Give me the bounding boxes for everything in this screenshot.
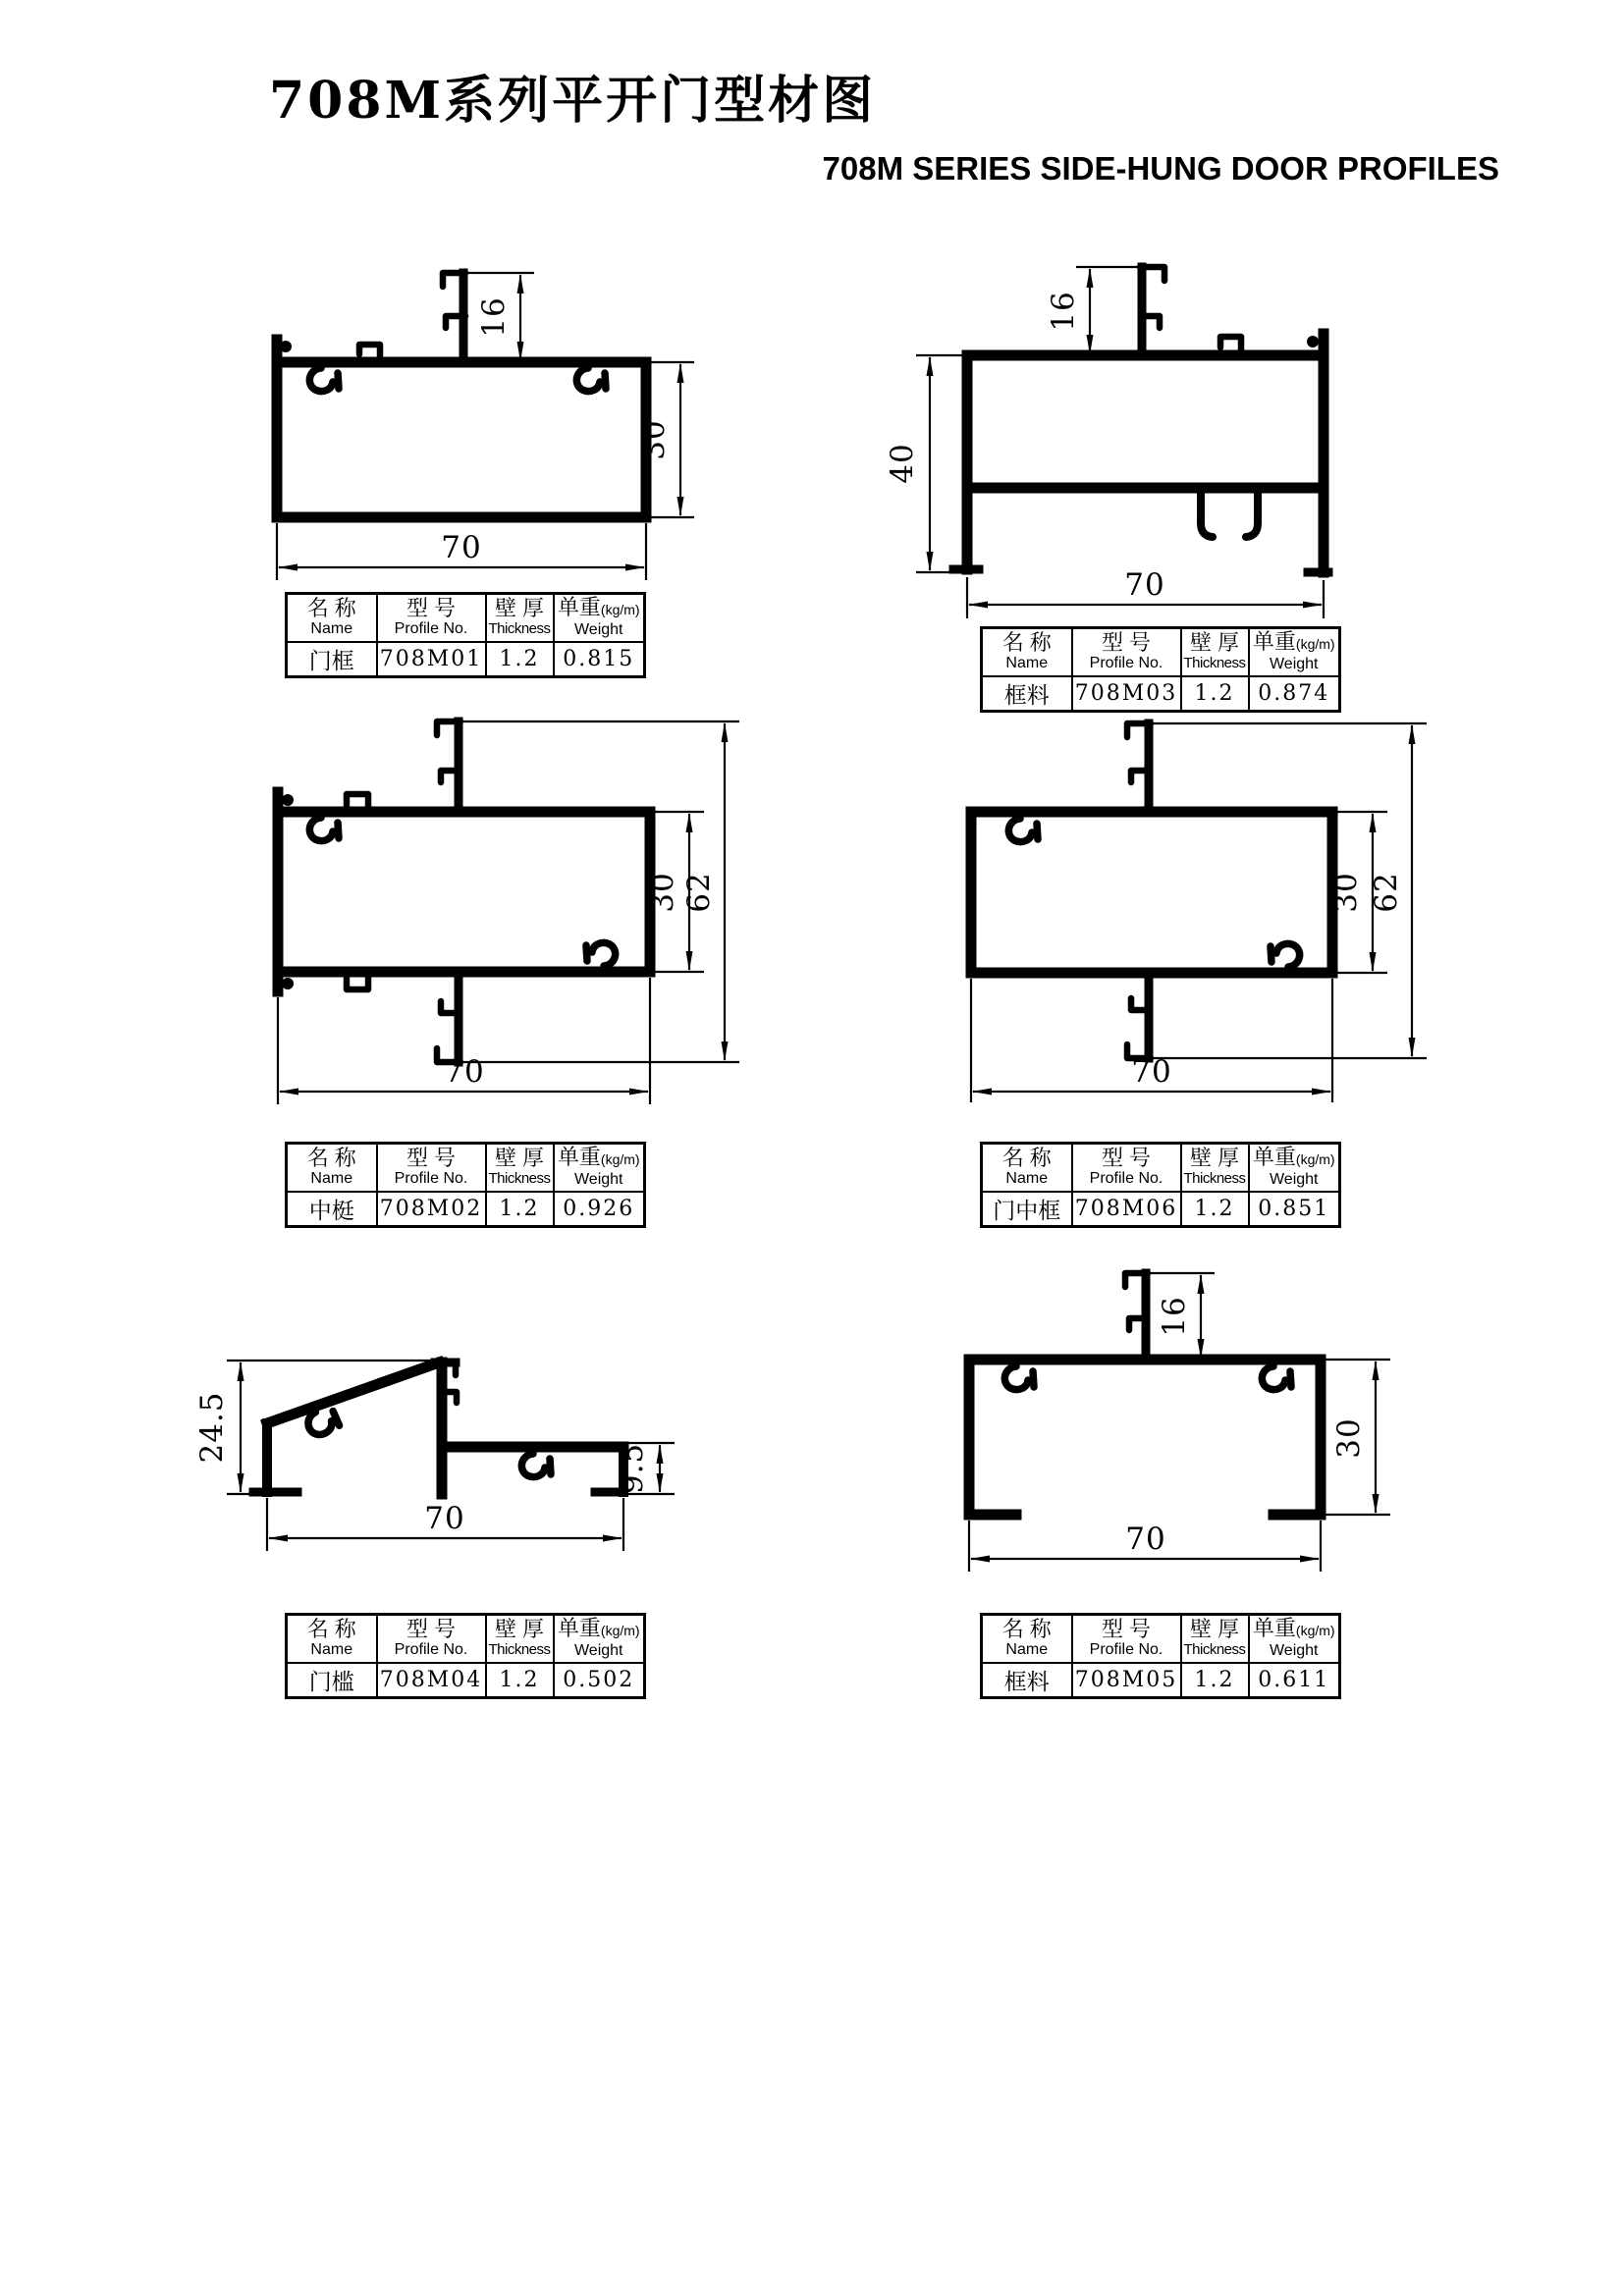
cell-weight: 0.502 <box>554 1663 645 1698</box>
cell-weight: 0.874 <box>1249 676 1340 712</box>
header-profile-no: 型 号 Profile No. <box>377 1144 486 1192</box>
cell-profile-no: 708M04 <box>377 1663 486 1698</box>
cell-thickness: 1.2 <box>1181 1663 1249 1698</box>
header-thickness: 壁 厚 Thickness <box>1181 1144 1249 1192</box>
cell-name: 门槛 <box>287 1663 377 1698</box>
header-profile-no: 型 号 Profile No. <box>1072 1615 1181 1663</box>
header-weight: 单重(kg/m) Weight <box>554 594 645 642</box>
profile-drawing-708M06 <box>938 712 1473 1109</box>
header-weight: 单重(kg/m) Weight <box>1249 628 1340 676</box>
dim-label-stub-height: 16 <box>476 296 512 338</box>
dim-label-width: 70 <box>444 1054 485 1090</box>
dim-label-overall-height: 62 <box>681 872 717 913</box>
header-name: 名 称 Name <box>982 1144 1072 1192</box>
profile-outline <box>253 1362 623 1494</box>
dimensions <box>971 723 1427 1102</box>
dim-label-stub-height: 16 <box>1157 1296 1192 1337</box>
dim-label-body-height: 30 <box>1331 1417 1367 1459</box>
page-subtitle: 708M SERIES SIDE-HUNG DOOR PROFILES <box>822 150 1499 187</box>
header-name: 名 称 Name <box>982 1615 1072 1663</box>
header-thickness: 壁 厚 Thickness <box>486 1615 554 1663</box>
spec-table-708M01 <box>285 592 646 678</box>
cell-weight: 0.926 <box>554 1192 645 1227</box>
header-thickness: 壁 厚 Thickness <box>1181 628 1249 676</box>
cell-name: 框料 <box>982 1663 1072 1698</box>
header-name: 名 称 Name <box>287 1144 377 1192</box>
spec-table-708M04 <box>285 1613 646 1699</box>
cell-profile-no: 708M05 <box>1072 1663 1181 1698</box>
header-name: 名 称 Name <box>287 1615 377 1663</box>
spec-table-708M03 <box>980 626 1341 713</box>
dim-label-left-height: 24.5 <box>194 1391 230 1464</box>
cell-weight: 0.851 <box>1249 1192 1340 1227</box>
cell-thickness: 1.2 <box>486 1663 554 1698</box>
cell-profile-no: 708M03 <box>1072 676 1181 712</box>
profile-outline <box>969 1273 1321 1515</box>
cell-thickness: 1.2 <box>486 642 554 677</box>
dim-label-body-height: 30 <box>636 419 672 460</box>
dimensions <box>277 273 694 580</box>
dim-label-right-height: 9.5 <box>615 1442 650 1495</box>
dimensions <box>969 1273 1390 1572</box>
profile-drawing-708M03 <box>884 245 1473 623</box>
cell-profile-no: 708M01 <box>377 642 486 677</box>
cell-thickness: 1.2 <box>1181 676 1249 712</box>
header-profile-no: 型 号 Profile No. <box>377 594 486 642</box>
profile-outline <box>971 723 1332 1058</box>
header-name: 名 称 Name <box>982 628 1072 676</box>
header-weight: 单重(kg/m) Weight <box>554 1615 645 1663</box>
dim-label-overall-height: 62 <box>1369 872 1404 913</box>
cell-name: 中梃 <box>287 1192 377 1227</box>
dim-label-body-height: 30 <box>1328 872 1364 913</box>
profile-drawing-708M05 <box>938 1261 1473 1580</box>
profile-drawing-708M02 <box>241 712 751 1109</box>
profile-drawing-708M01 <box>241 245 751 584</box>
dim-label-width: 70 <box>1125 1522 1166 1557</box>
cell-thickness: 1.2 <box>1181 1192 1249 1227</box>
header-thickness: 壁 厚 Thickness <box>1181 1615 1249 1663</box>
cell-name: 门中框 <box>982 1192 1072 1227</box>
spec-table-708M02 <box>285 1142 646 1228</box>
dim-label-width: 70 <box>424 1501 465 1536</box>
cell-thickness: 1.2 <box>486 1192 554 1227</box>
dim-label-width: 70 <box>1131 1054 1172 1090</box>
header-weight: 单重(kg/m) Weight <box>1249 1615 1340 1663</box>
header-profile-no: 型 号 Profile No. <box>1072 1144 1181 1192</box>
spec-table-708M05 <box>980 1613 1341 1699</box>
profile-outline <box>278 721 650 1062</box>
profile-drawing-708M04 <box>191 1345 741 1566</box>
profile-outline <box>953 267 1328 572</box>
header-profile-no: 型 号 Profile No. <box>1072 628 1181 676</box>
cell-name: 门框 <box>287 642 377 677</box>
dim-label-width: 70 <box>1124 567 1165 603</box>
cell-profile-no: 708M02 <box>377 1192 486 1227</box>
dim-label-body-height: 40 <box>885 443 920 484</box>
dim-label-stub-height: 16 <box>1046 291 1081 332</box>
dim-label-width: 70 <box>441 530 482 565</box>
cell-weight: 0.815 <box>554 642 645 677</box>
cell-profile-no: 708M06 <box>1072 1192 1181 1227</box>
cell-name: 框料 <box>982 676 1072 712</box>
header-name: 名 称 Name <box>287 594 377 642</box>
page-title: 708M系列平开门型材图 <box>269 71 877 131</box>
dimensions <box>278 721 739 1104</box>
header-weight: 单重(kg/m) Weight <box>1249 1144 1340 1192</box>
header-weight: 单重(kg/m) Weight <box>554 1144 645 1192</box>
spec-table-708M06 <box>980 1142 1341 1228</box>
header-thickness: 壁 厚 Thickness <box>486 1144 554 1192</box>
dim-label-body-height: 30 <box>645 872 680 913</box>
cell-weight: 0.611 <box>1249 1663 1340 1698</box>
header-thickness: 壁 厚 Thickness <box>486 594 554 642</box>
profile-outline <box>277 273 646 517</box>
header-profile-no: 型 号 Profile No. <box>377 1615 486 1663</box>
